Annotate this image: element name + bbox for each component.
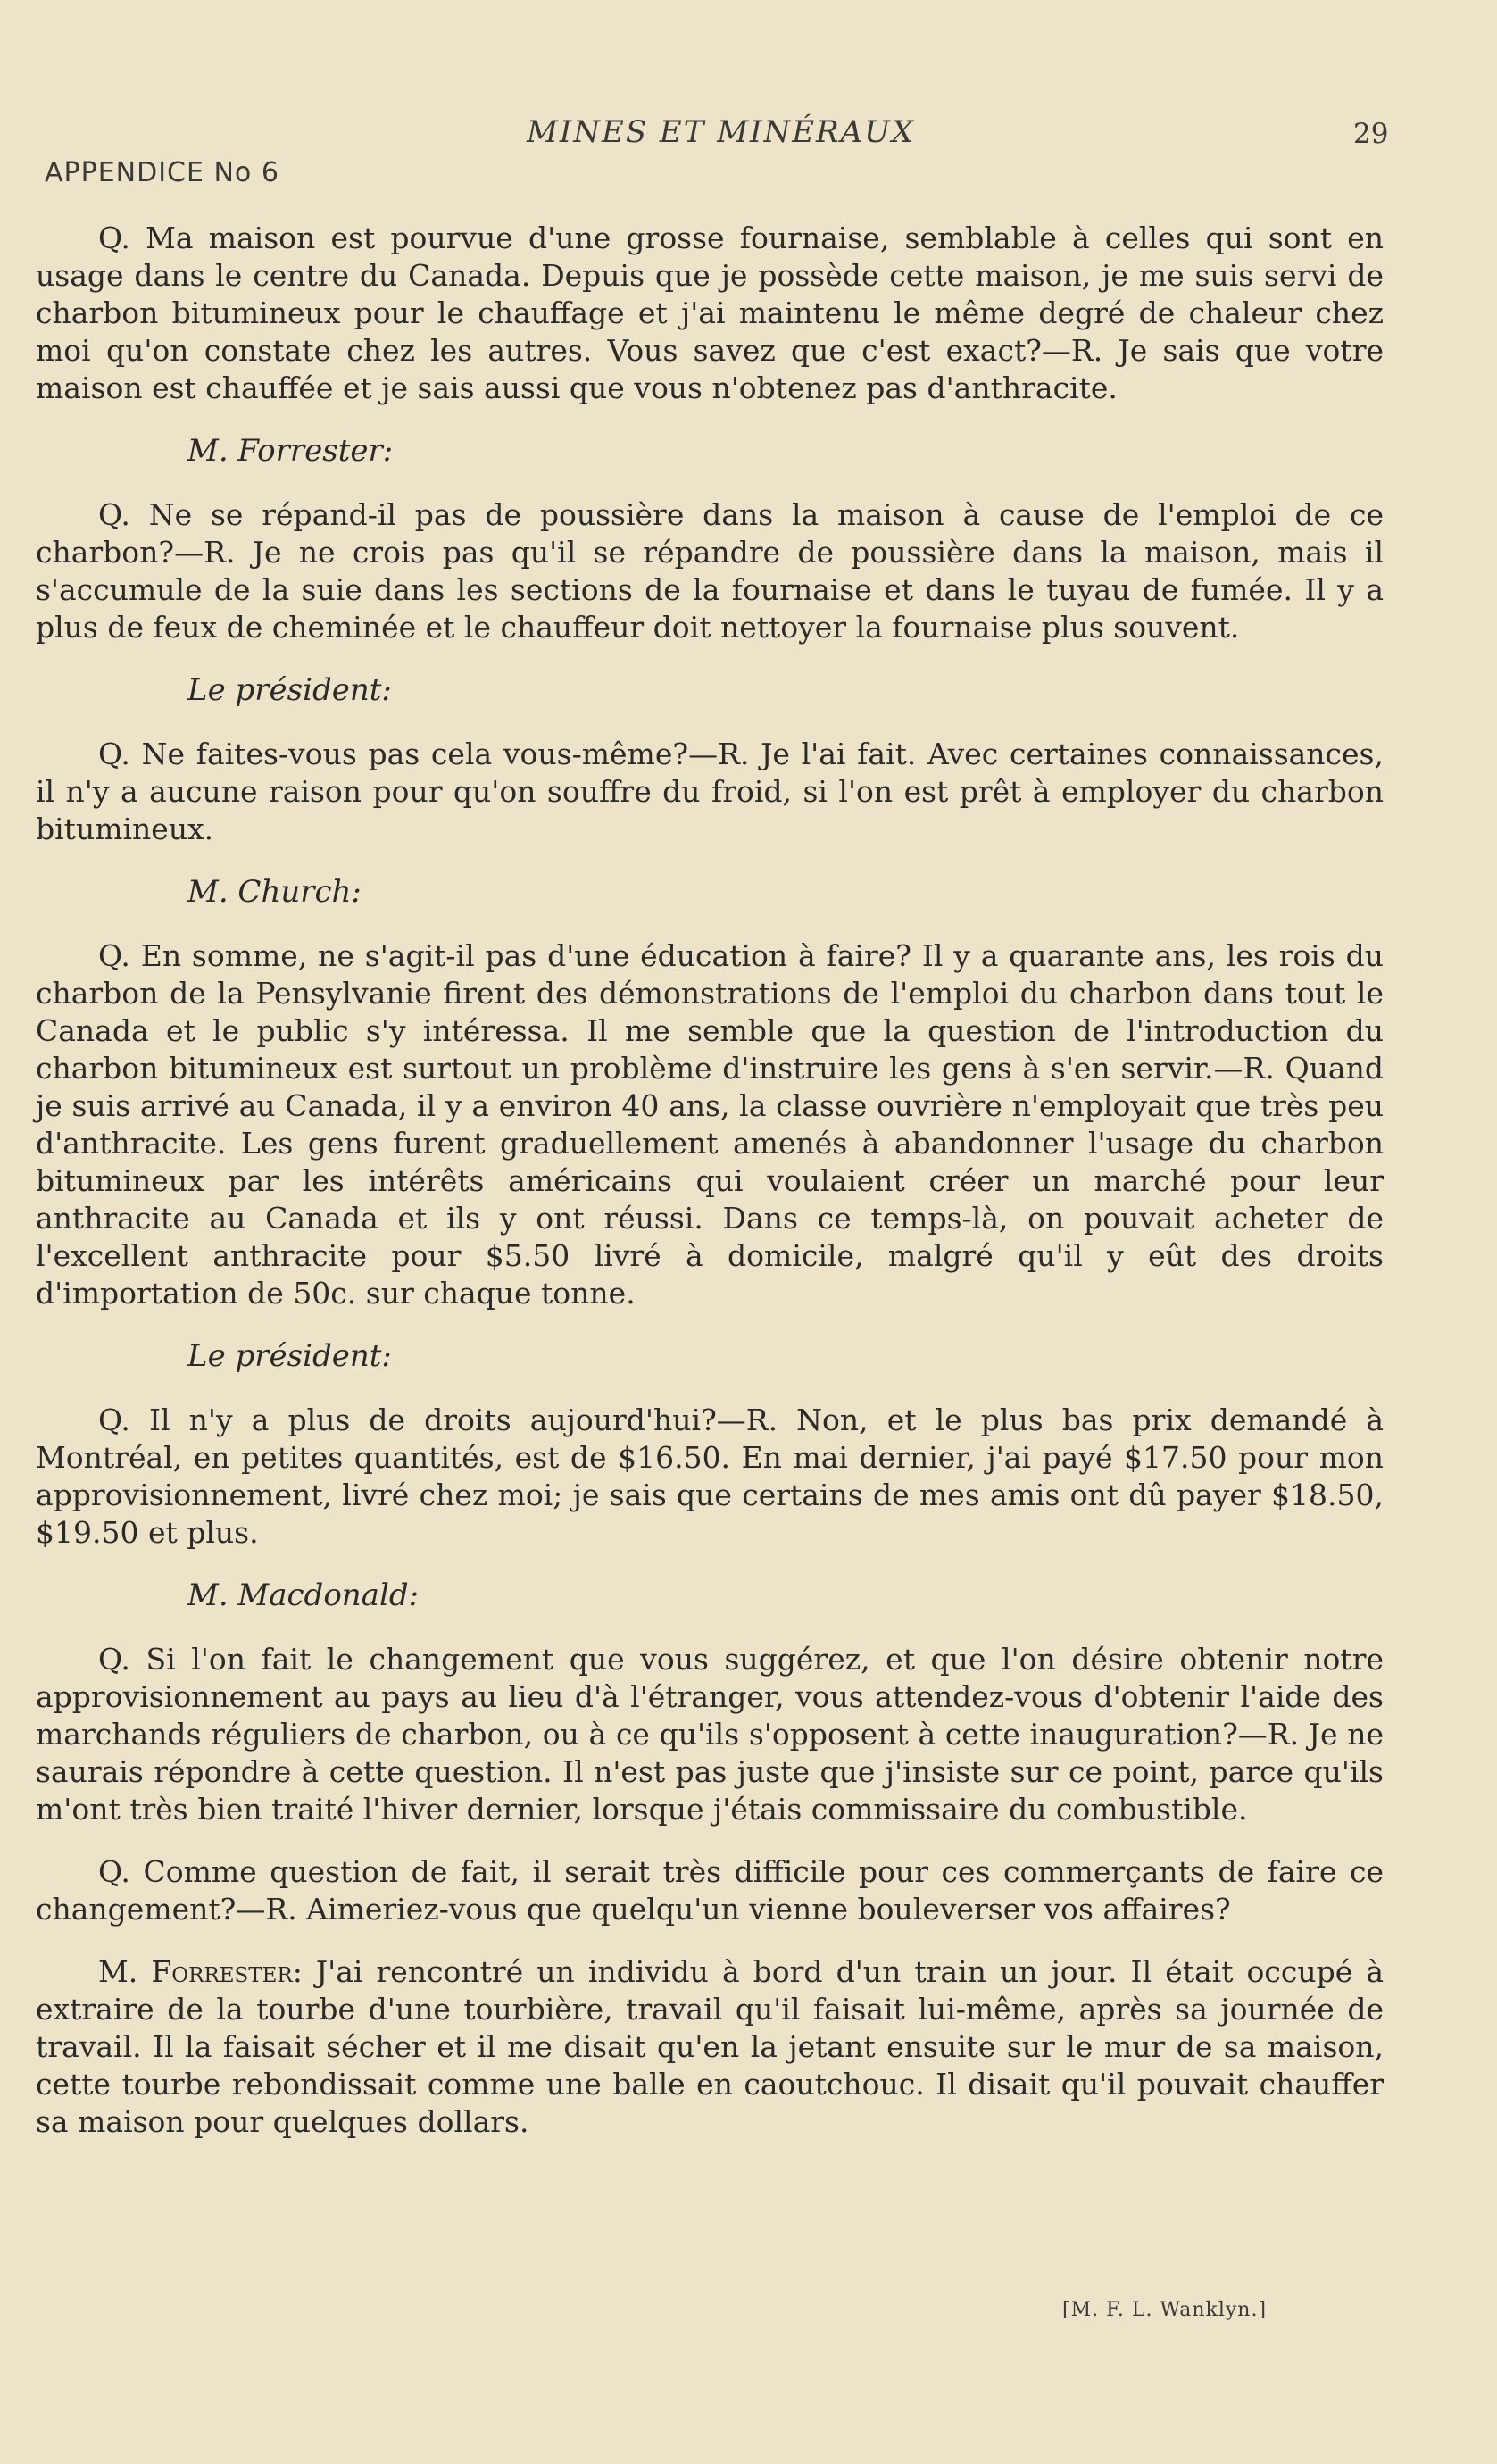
speaker-heading: M. Macdonald:	[187, 1577, 420, 1613]
footer-credit: [M. F. L. Wanklyn.]	[1062, 2299, 1268, 2321]
document-body	[36, 220, 1384, 2166]
paragraph-text: J'ai rencontré un individu à bord d'un train un jour. Il était occupé à extraire de la tourbe d'une tourbière, travail qu'il faisait lui-même, après sa journée de travail. Il la faisait sécher et il me disait qu'en la jetant ensuite sur le mur de sa maison, cette tourbe rebondissait comme une balle en caoutchouc. Il disait qu'il pouvait chauffer sa maison pour quelques dollars.	[36, 1954, 1384, 2139]
speaker-heading: M. Forrester:	[187, 433, 394, 469]
appendix-label: APPENDICE No 6	[45, 157, 279, 188]
running-title: MINES ET MINÉRAUX	[527, 114, 916, 150]
paragraph: Q. Ne faites-vous pas cela vous-même?—R. Je l'ai fait. Avec certaines connaissances, il n'y a aucune raison pour qu'on souffre du froid, si l'on est prêt à employer du charbon bitumineux.	[36, 737, 1384, 846]
page-header	[0, 105, 1497, 159]
speaker-heading: Le président:	[187, 1338, 392, 1374]
paragraph: Q. Si l'on fait le changement que vous suggérez, et que l'on désire obtenir notre approvisionnement au pays au lieu d'à l'étranger, vous attendez-vous d'obtenir l'aide des marchands réguliers de charbon, ou à ce qu'ils s'opposent à cette inauguration?—R. Je ne saurais répondre à cette question. Il n'est pas juste que j'insiste sur ce point, parce qu'ils m'ont très bien traité l'hiver dernier, lorsque j'étais commissaire du combustible.	[36, 1642, 1384, 1827]
speaker-heading: Le président:	[187, 672, 392, 708]
page-number: 29	[1353, 118, 1389, 150]
paragraph: Q. Ma maison est pourvue d'une grosse fournaise, semblable à celles qui sont en usage dans le centre du Canada. Depuis que je possède cette maison, je me suis servi de charbon bitumineux pour le chauffage et j'ai maintenu le même degré de chaleur chez moi qu'on constate chez les autres. Vous savez que c'est exact?—R. Je sais que votre maison est chauffée et je sais aussi que vous n'obtenez pas d'anthracite.	[36, 221, 1384, 405]
paragraph: Q. Ne se répand-il pas de poussière dans la maison à cause de l'emploi de ce charbon?—R. Je ne crois pas qu'il se répandre de poussière dans la maison, mais il s'accumule de la suie dans les sections de la fournaise et dans le tuyau de fumée. Il y a plus de feux de cheminée et le chauffeur doit nettoyer la fournaise plus souvent.	[36, 497, 1384, 645]
paragraph	[36, 1953, 1384, 2141]
paragraph: Q. Comme question de fait, il serait très difficile pour ces commerçants de faire ce changement?—R. Aimeriez-vous que quelqu'un vienne bouleverser vos affaires?	[36, 1854, 1384, 1927]
speaker-heading: M. Church:	[187, 874, 362, 910]
paragraph: Q. Il n'y a plus de droits aujourd'hui?—R. Non, et le plus bas prix demandé à Montréal, en petites quantités, est de $16.50. En mai dernier, j'ai payé $17.50 pour mon approvisionnement, livré chez moi; je sais que certains de mes amis ont dû payer $18.50, $19.50 et plus.	[36, 1403, 1384, 1550]
paragraph: Q. En somme, ne s'agit-il pas d'une éducation à faire? Il y a quarante ans, les rois du charbon de la Pensylvanie firent des démonstrations de l'emploi du charbon dans tout le Canada et le public s'y intéressa. Il me semble que la question de l'introduction du charbon bitumineux est surtout un problème d'instruire les gens à s'en servir.—R. Quand je suis arrivé au Canada, il y a environ 40 ans, la classe ouvrière n'employait que très peu d'anthracite. Les gens furent graduellement amenés à abandonner l'usage du charbon bitumineux par les intérêts américains qui voulaient créer un marché pour leur anthracite au Canada et ils y ont réussi. Dans ce temps-là, on pouvait acheter de l'excellent anthracite pour $5.50 livré à domicile, malgré qu'il y eût des droits d'importation de 50c. sur chaque tonne.	[36, 938, 1384, 1311]
inline-speaker: M. Forrester:	[98, 1954, 303, 1989]
